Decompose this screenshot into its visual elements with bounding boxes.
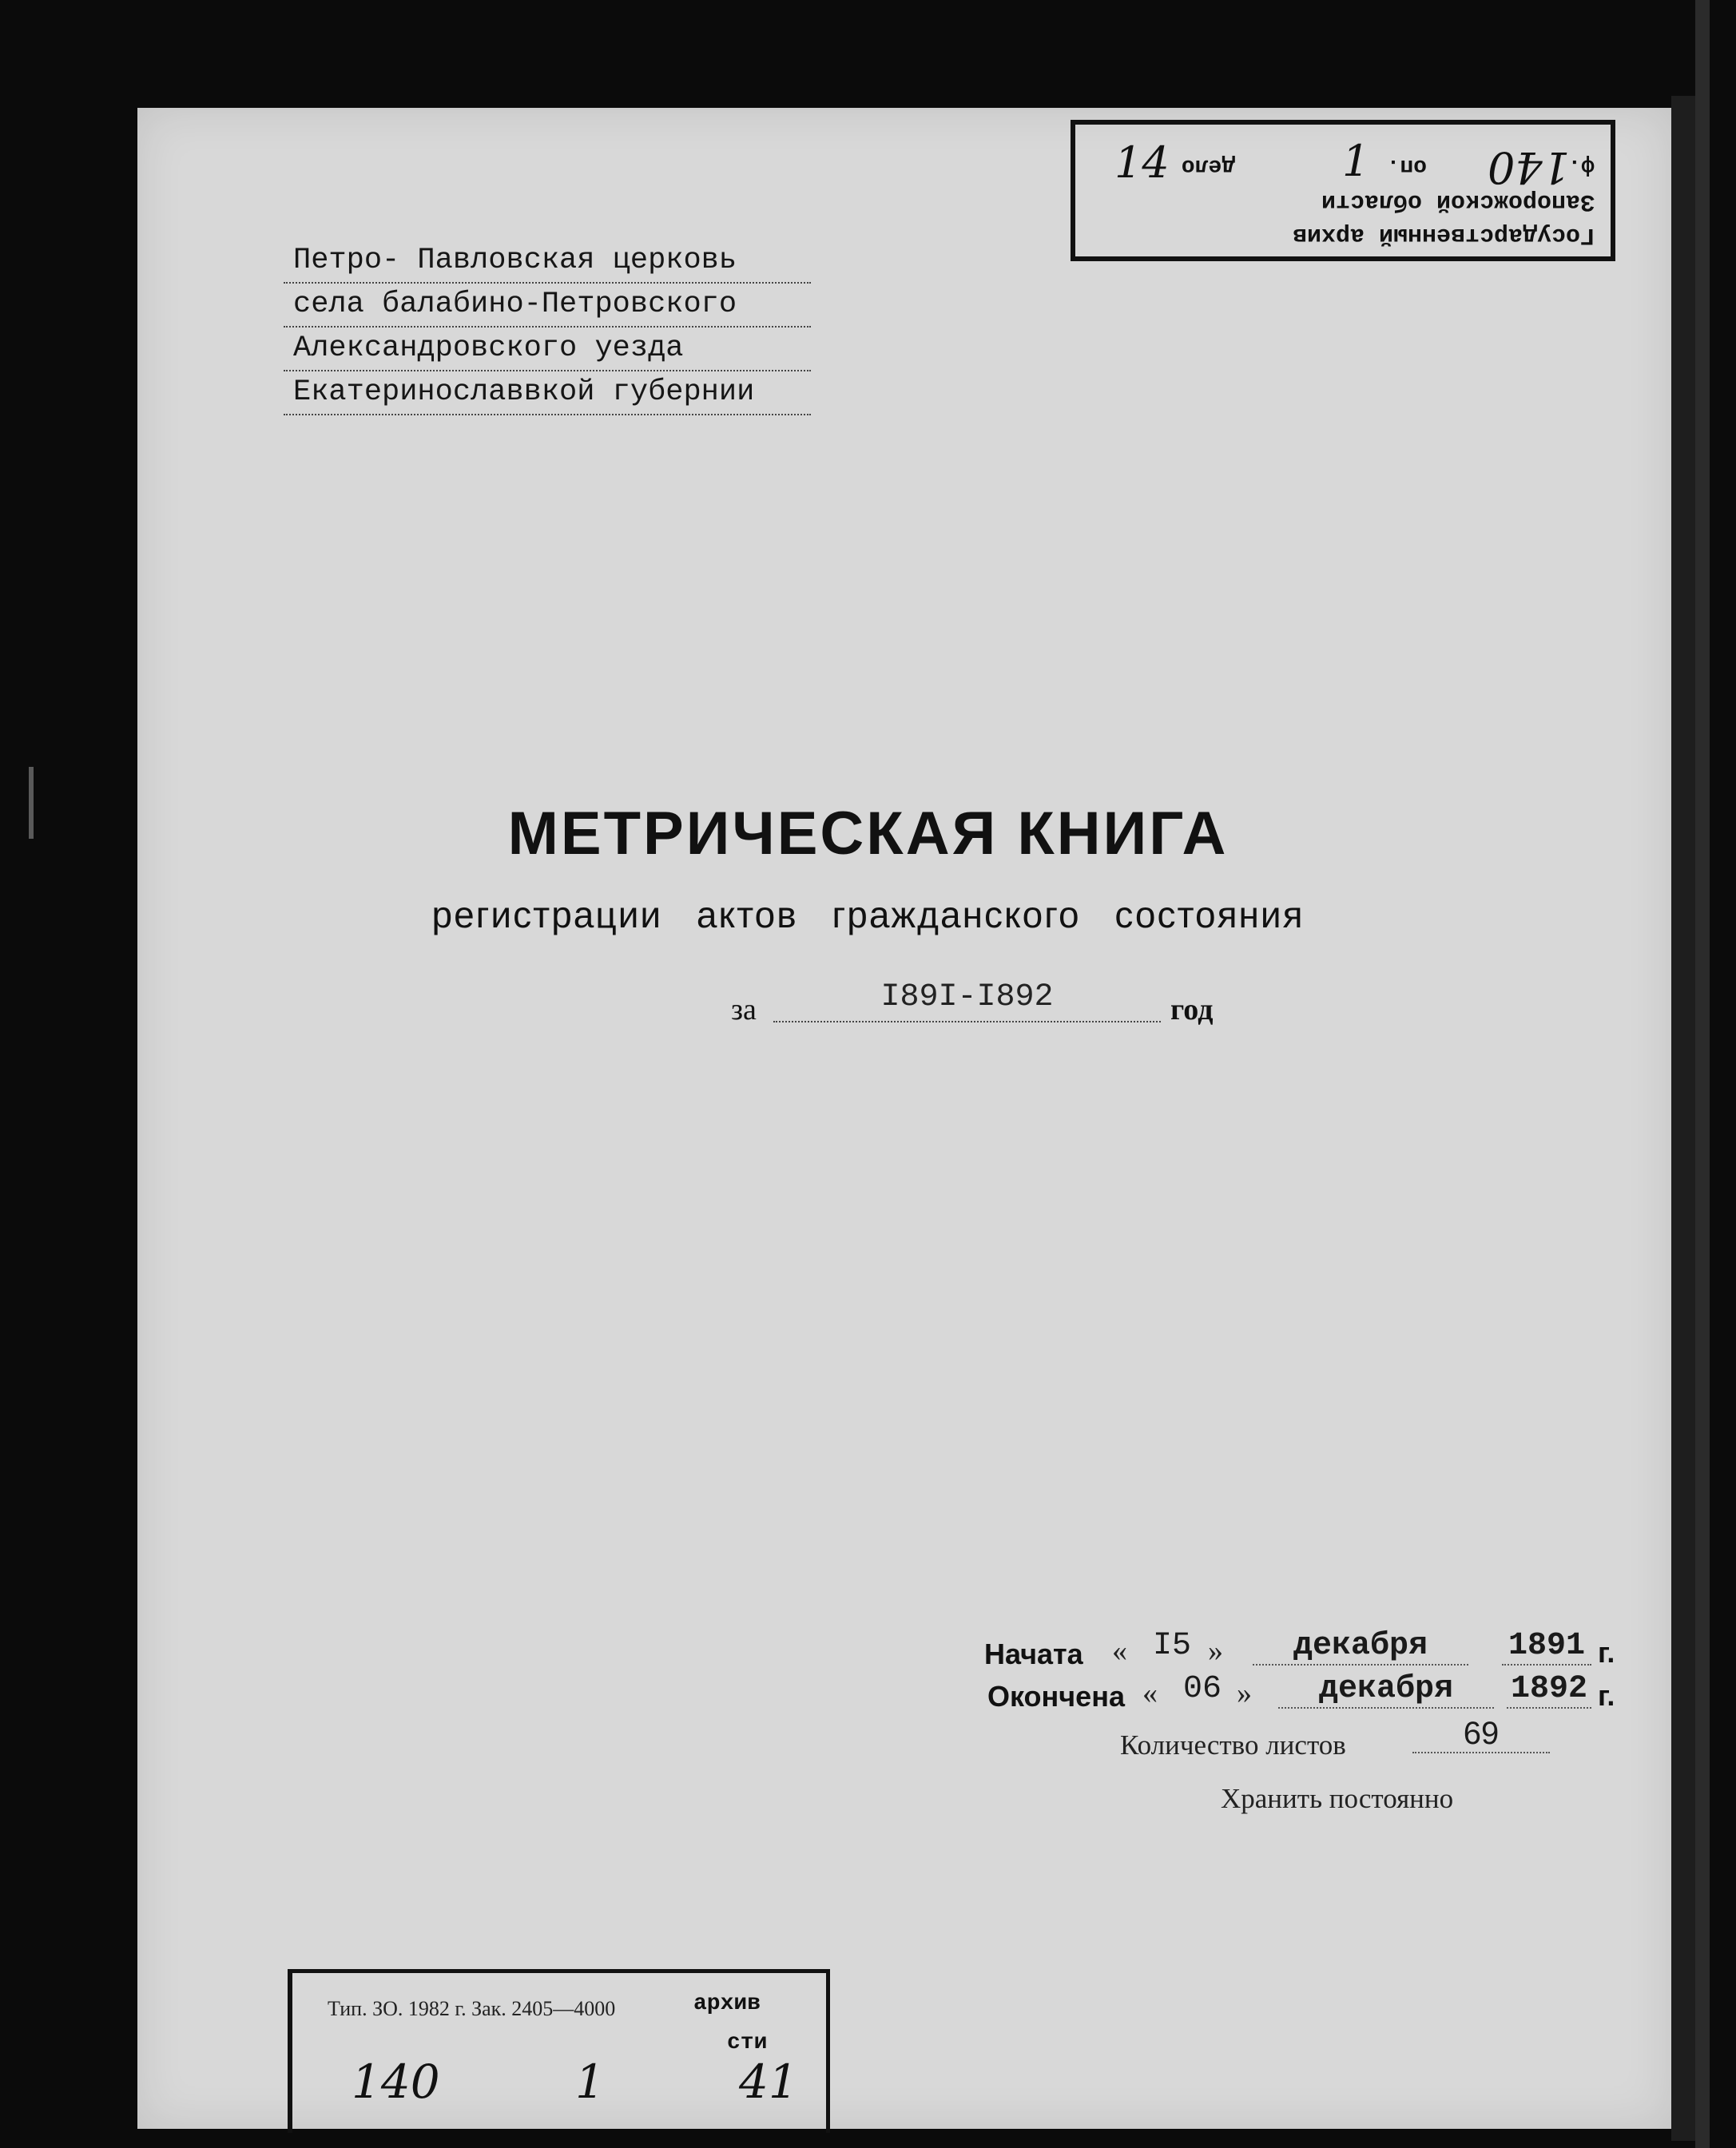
year-prefix: за bbox=[731, 993, 757, 1026]
handwritten-opis: 1 bbox=[1342, 136, 1370, 186]
stamp-delo-label: дело bbox=[1181, 153, 1235, 178]
stamp-fond-label: ф. bbox=[1567, 153, 1595, 178]
year-suffix: год bbox=[1170, 993, 1214, 1026]
sheets-label: Количество листов bbox=[1120, 1729, 1346, 1761]
stamp-word-region: сти bbox=[727, 2031, 768, 2055]
page-title: МЕТРИЧЕСКАЯ КНИГА bbox=[507, 800, 1229, 868]
ended-suffix bbox=[1598, 1679, 1615, 1713]
handwritten-delo: 14 bbox=[1114, 137, 1170, 188]
parish-line: Екатеринославвкой губернии bbox=[284, 371, 811, 415]
parish-line: села балабино-Петровского bbox=[284, 284, 811, 328]
year-field: I89I-I892 bbox=[773, 979, 1161, 1022]
started-suffix-text: г. bbox=[1598, 1636, 1615, 1669]
stamp-word-archive: архив bbox=[693, 1991, 761, 2016]
sheets-value: 69 bbox=[1412, 1716, 1550, 1753]
started-row bbox=[984, 1638, 1083, 1671]
page-subtitle: регистрации актов гражданского состояния bbox=[431, 894, 1305, 935]
handwritten-fond-bottom: 140 bbox=[352, 2055, 440, 2109]
ended-label: Окончена bbox=[987, 1680, 1125, 1713]
page-edge bbox=[1695, 0, 1710, 2148]
parish-line: Петро- Павловская церковь bbox=[284, 240, 811, 284]
ended-row bbox=[987, 1680, 1125, 1713]
ended-day: 06 bbox=[1182, 1671, 1222, 1707]
ended-open-quote: « bbox=[1142, 1677, 1158, 1710]
started-day: I5 bbox=[1152, 1628, 1191, 1664]
started-year: 1891 bbox=[1502, 1628, 1591, 1666]
ended-suffix-text: г. bbox=[1598, 1679, 1615, 1712]
started-label: Начата bbox=[984, 1638, 1083, 1670]
ended-month: декабря bbox=[1278, 1671, 1494, 1709]
started-suffix bbox=[1598, 1636, 1615, 1670]
handwritten-delo-bottom: 41 bbox=[739, 2055, 798, 2109]
stamp-opis-label: оп. bbox=[1386, 153, 1427, 178]
stamp-region: Запорожской области bbox=[1321, 188, 1595, 215]
started-month: декабря bbox=[1253, 1628, 1468, 1666]
started-open-quote: « bbox=[1112, 1634, 1127, 1668]
ended-close-quote: » bbox=[1237, 1677, 1252, 1710]
parish-line: Александровского уезда bbox=[284, 328, 811, 371]
handwritten-opis-bottom: 1 bbox=[575, 2055, 605, 2109]
print-imprint: Тип. ЗО. 1982 г. Зак. 2405—4000 bbox=[328, 1997, 616, 2020]
binding-strip bbox=[1671, 96, 1695, 2141]
started-close-quote: » bbox=[1208, 1634, 1223, 1668]
ended-year: 1892 bbox=[1507, 1671, 1591, 1709]
stamp-archive-name: Государственный архив bbox=[1292, 221, 1595, 248]
parish-header bbox=[284, 240, 811, 415]
handwritten-fond: 140 bbox=[1488, 142, 1571, 193]
storage-note: Хранить постоянно bbox=[1221, 1783, 1454, 1814]
